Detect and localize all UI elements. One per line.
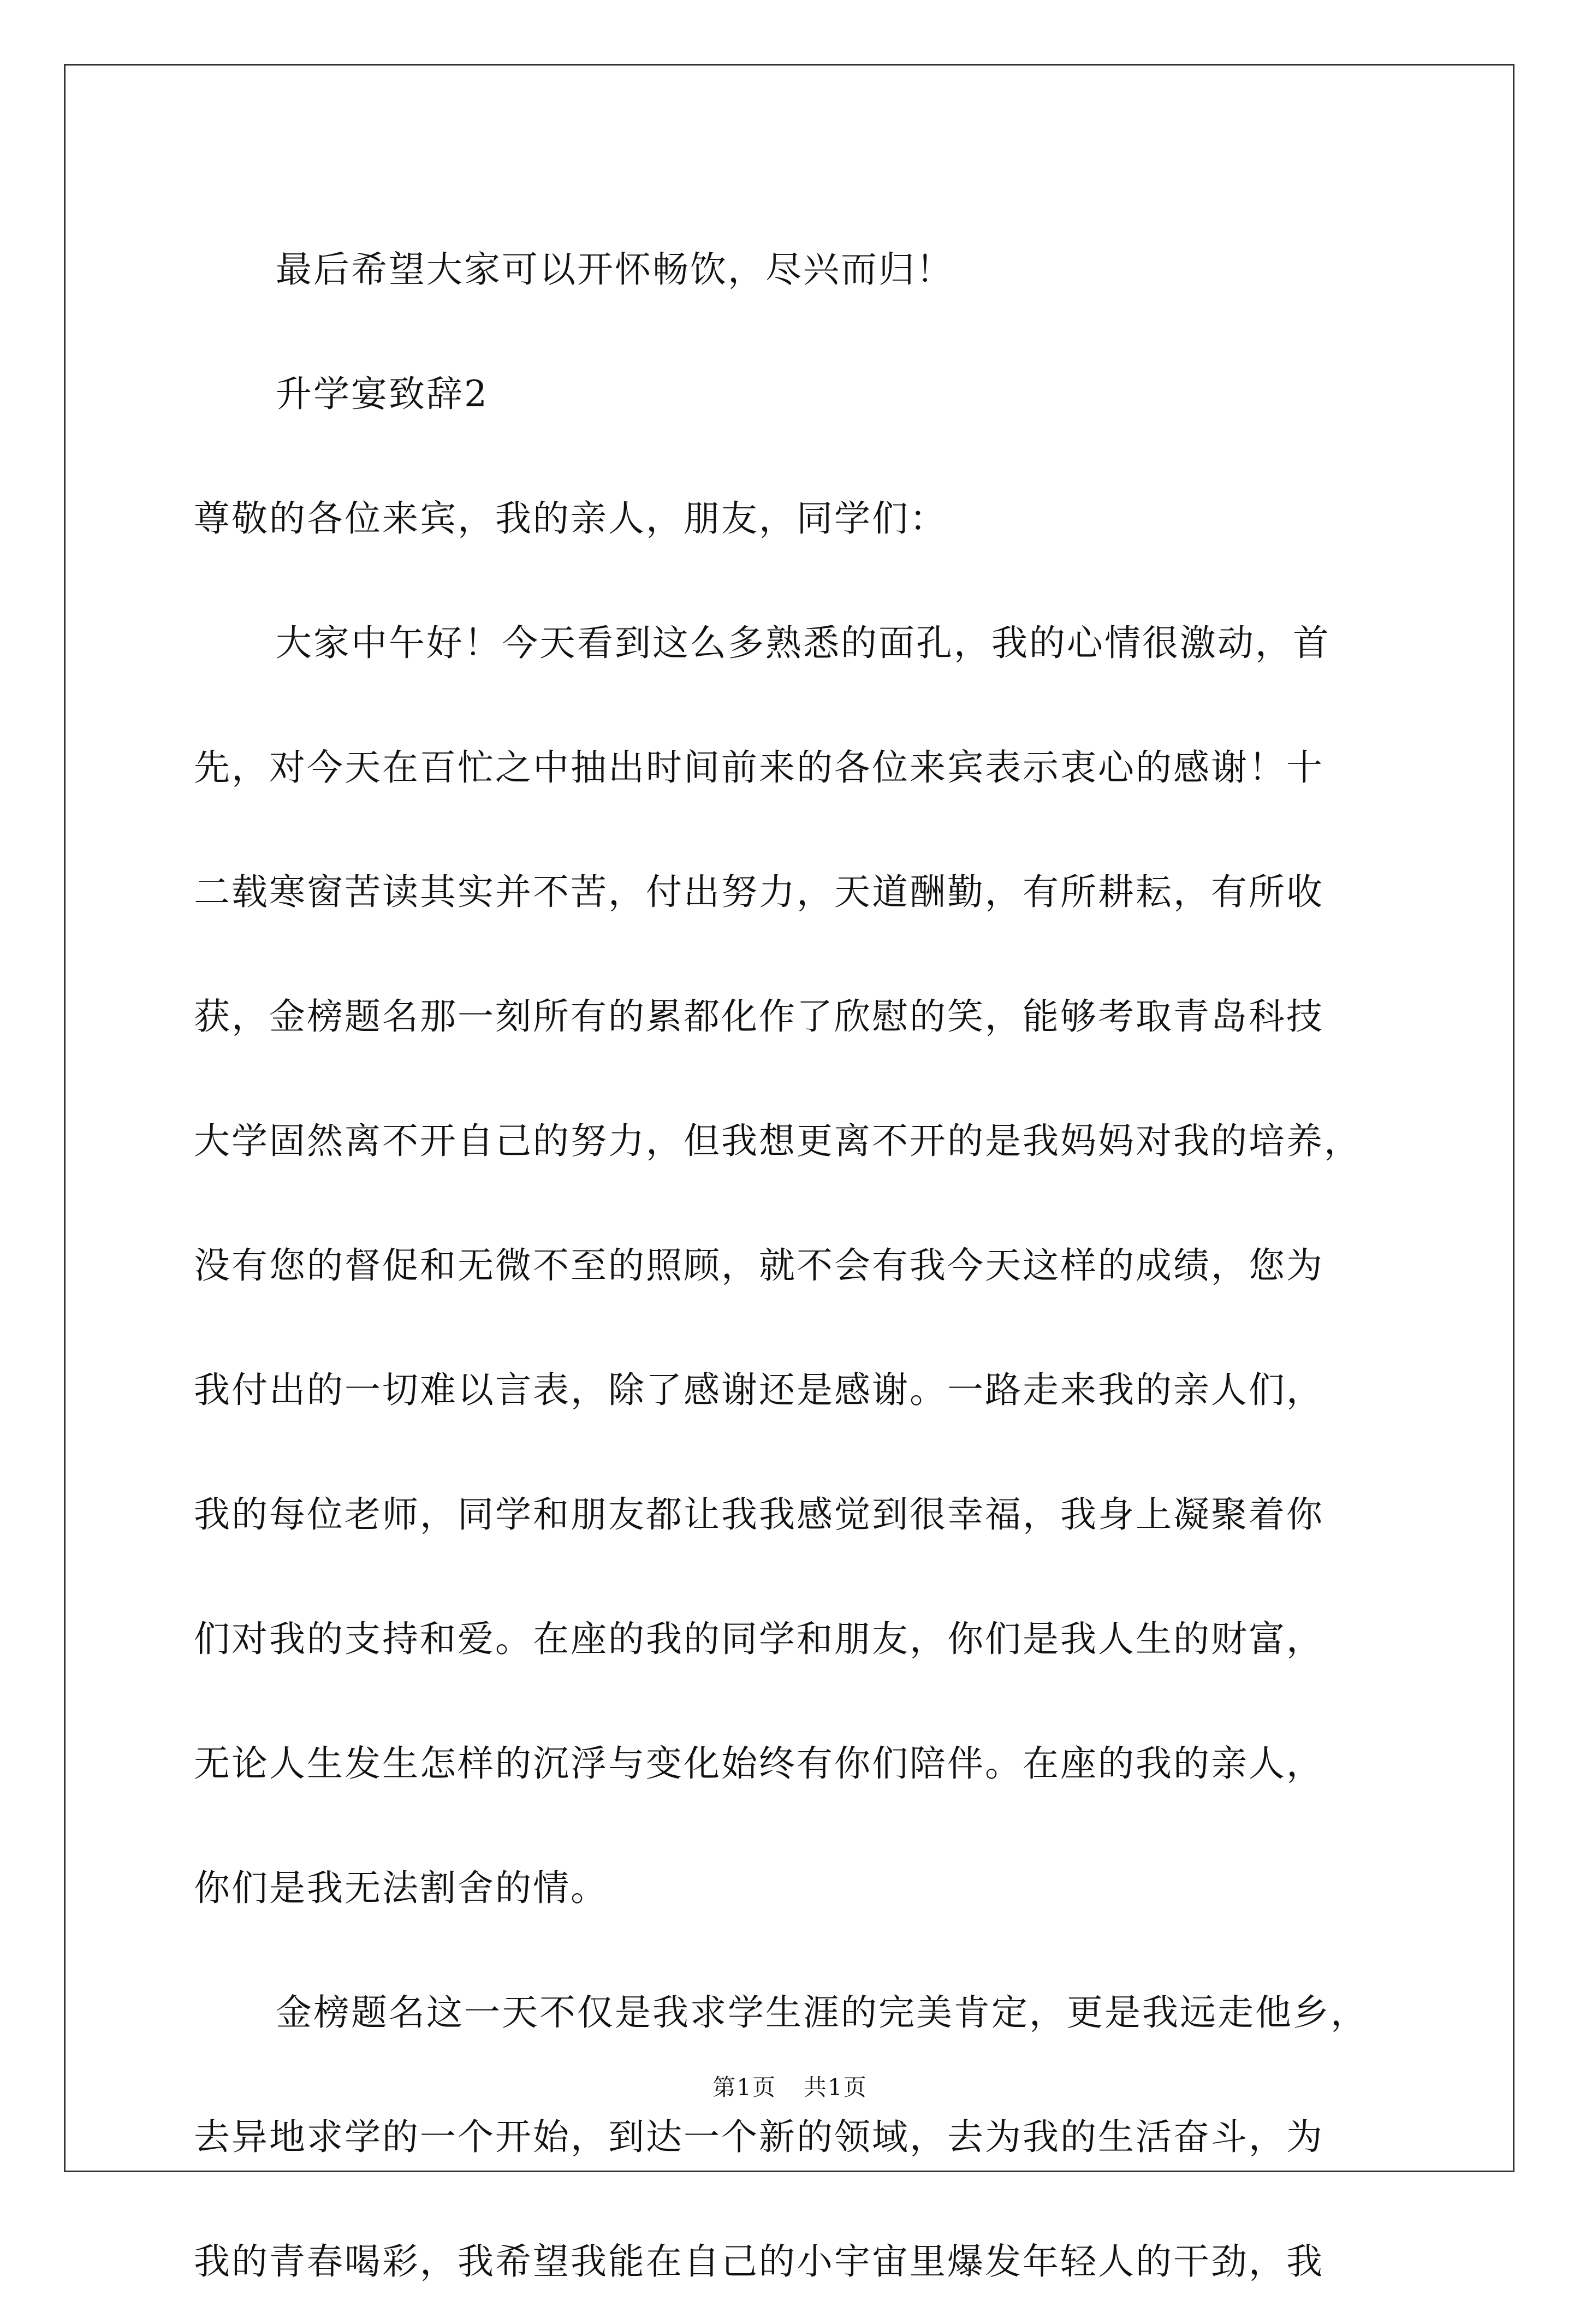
paragraph-line: 没有您的督促和无微不至的照顾，就不会有我今天这样的成绩，您为 (194, 1244, 1324, 1286)
paragraph-line: 们对我的支持和爱。在座的我的同学和朋友，你们是我人生的财富， (194, 1618, 1324, 1660)
document-body (194, 208, 1400, 2324)
paragraph-line: 二载寒窗苦读其实并不苦，付出努力，天道酬勤，有所耕耘，有所收 (194, 871, 1324, 913)
paragraph-line: 金榜题名这一天不仅是我求学生涯的完美肯定，更是我远走他乡， (276, 1991, 1368, 2034)
paragraph-line: 大学固然离不开自己的努力，但我想更离不开的是我妈妈对我的培养， (194, 1120, 1362, 1162)
paragraph-line: 你们是我无法割舍的情。 (194, 1867, 608, 1909)
paragraph-line: 去异地求学的一个开始，到达一个新的领域，去为我的生活奋斗，为 (194, 2116, 1324, 2158)
paragraph-line: 我的青春喝彩，我希望我能在自己的小宇宙里爆发年轻人的干劲，我 (194, 2240, 1324, 2282)
paragraph-line: 最后希望大家可以开怀畅饮，尽兴而归！ (276, 248, 954, 290)
page-total: 共1页 (804, 2074, 868, 2101)
paragraph-line: 我的每位老师，同学和朋友都让我我感觉到很幸福，我身上凝聚着你 (194, 1493, 1324, 1536)
section-heading: 升学宴致辞2 (276, 373, 489, 415)
page-footer (0, 2070, 1580, 2102)
paragraph-line: 无论人生发生怎样的沉浮与变化始终有你们陪伴。在座的我的亲人， (194, 1742, 1324, 1784)
paragraph-line: 我付出的一切难以言表，除了感谢还是感谢。一路走来我的亲人们， (194, 1369, 1324, 1411)
paragraph-line: 先，对今天在百忙之中抽出时间前来的各位来宾表示衷心的感谢！十 (194, 746, 1324, 788)
page-number: 第1页 (712, 2074, 776, 2101)
salutation-line: 尊敬的各位来宾，我的亲人，朋友，同学们： (194, 497, 947, 540)
paragraph-line: 大家中午好！今天看到这么多熟悉的面孔，我的心情很激动，首 (276, 622, 1330, 664)
paragraph-line: 获，金榜题名那一刻所有的累都化作了欣慰的笑，能够考取青岛科技 (194, 995, 1324, 1038)
